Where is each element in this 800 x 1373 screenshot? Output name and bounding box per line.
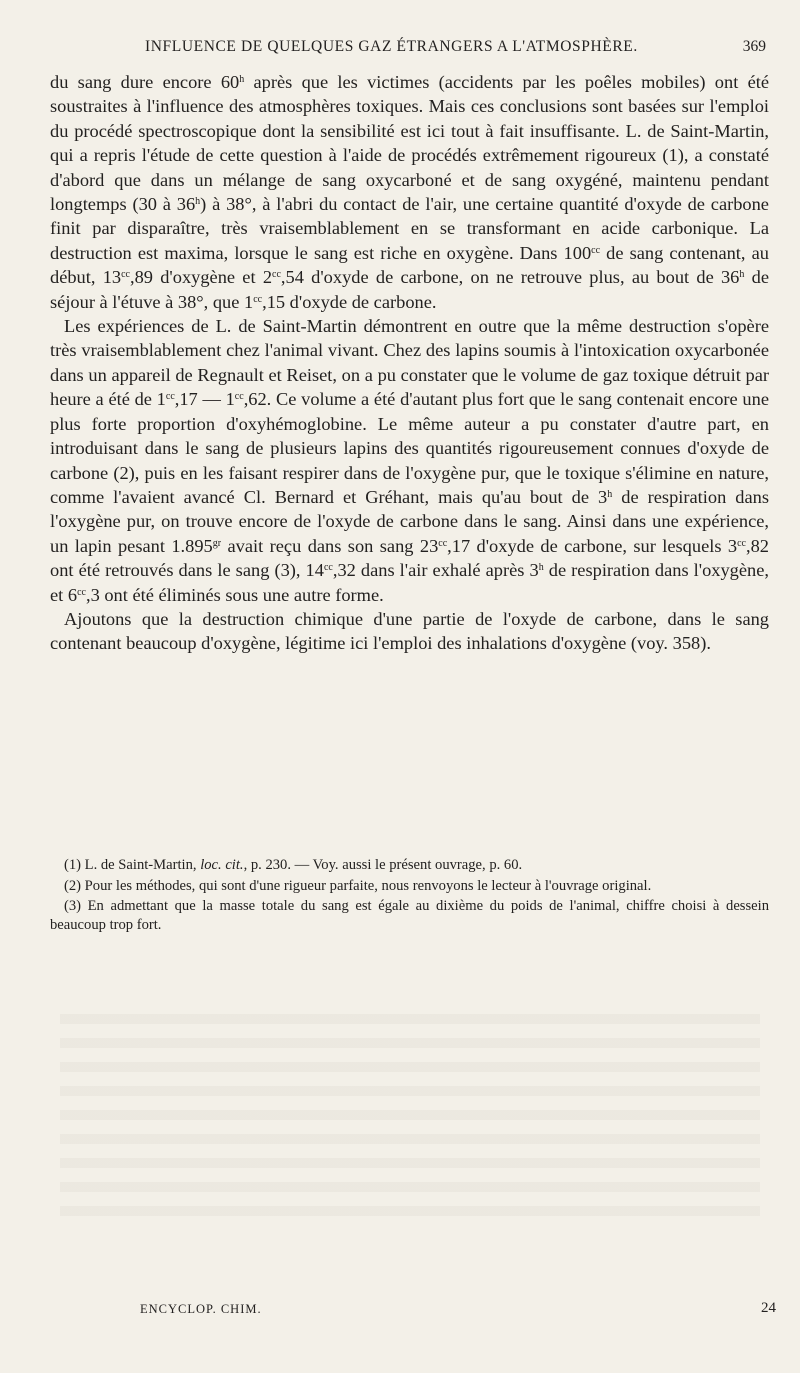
- superscript: h: [607, 488, 613, 500]
- footnote-2: (2) Pour les méthodes, qui sont d'une rigueur parfaite, nous renvoyons le lecteur à l'ouvrage original.: [64, 877, 652, 894]
- superscript: gr: [212, 537, 222, 549]
- superscript: cc: [737, 537, 746, 549]
- text-run: ,89 d'oxygène et 2: [130, 267, 273, 288]
- sheet-number: 24: [761, 1300, 776, 1316]
- italic-citation: loc. cit.: [200, 857, 244, 873]
- superscript: cc: [234, 391, 244, 403]
- text-run: de respiration dans l'oxygène pur, on trouve encore de l'oxyde de carbone dans le sang. Ainsi dans une expérience, un lapin pesant 1.895: [50, 486, 769, 556]
- superscript: cc: [165, 391, 175, 403]
- page-number: 369: [742, 38, 766, 55]
- superscript: h: [739, 269, 745, 281]
- main-text: [50, 70, 769, 656]
- running-header: [0, 38, 800, 60]
- page-footer: [0, 1302, 800, 1322]
- superscript: h: [239, 74, 245, 85]
- signature-mark: ENCYCLOP. CHIM.: [140, 1302, 262, 1316]
- text-run: de respiration dans l'oxygène, et 6: [50, 560, 769, 605]
- text-run: (1) L. de Saint-Martin,: [64, 857, 201, 873]
- footnote-1: [50, 856, 769, 875]
- text-run: ,15 d'oxyde de carbone.: [262, 291, 437, 312]
- paragraph-2: [50, 314, 769, 607]
- text-run: de sang contenant, au début, 13: [50, 242, 769, 288]
- text-run: ,62. Ce volume a été d'autant plus fort que le sang contenait encore une plus forte proportion d'oxyhémoglobine. Le même auteur a pu constater d'autre part, en introduisant dans le sang de plusieurs lapins des quantités rigoureusement connues d'oxyde de carbone (2), puis en les faisant respirer dans de l'oxygène pur, que le toxique s'élimine en nature, comme l'avaient avancé Cl. Bernard et Gréhant, mais qu'au bout de 3: [50, 389, 769, 507]
- text-run: après que les victimes (accidents par les poêles mobiles) ont été soustraites à l'influence des atmosphères toxiques. Mais ces conclusions sont basées sur l'emploi du procédé spectroscopique dont la sensibilité est ici tout à fait insuffisante. L. de Saint-Martin, qui a repris l'étude de cette question à l'aide de procédés extrêmement rigoureux (1), a constaté d'abord que dans un mélange de sang oxycarboné et de sang oxygéné, maintenu pendant longtemps (30 à 36: [50, 72, 770, 215]
- superscript: cc: [121, 269, 130, 281]
- text-run: , p. 230. — Voy. aussi le présent ouvrage, p. 60.: [243, 857, 523, 873]
- text-run: de séjour à l'étuve à 38°, que 1: [50, 267, 769, 312]
- text-run: ,32 dans l'air exhalé après 3: [332, 560, 539, 581]
- text-run: ,54 d'oxyde de carbone, on ne retrouve plus, au bout de 36: [280, 267, 740, 288]
- superscript: cc: [272, 269, 281, 281]
- text-run: avait reçu dans son sang 23: [221, 535, 439, 556]
- paragraph-3: Ajoutons que la destruction chimique d'une partie de l'oxyde de carbone, dans le sang contenant beaucoup d'oxygène, légitime ici l'emploi des inhalations d'oxygène (voy. 358).: [50, 608, 769, 654]
- footnote-3: (3) En admettant que la masse totale du sang est égale au dixième du poids de l'animal, chiffre choisi à dessein beaucoup trop fort.: [50, 898, 769, 933]
- superscript: h: [195, 196, 201, 208]
- superscript: cc: [253, 293, 263, 305]
- superscript: h: [538, 562, 544, 574]
- text-run: ,17 d'oxyde de carbone, sur lesquels 3: [447, 535, 738, 556]
- footnotes: [50, 856, 769, 936]
- text-run: Les expériences de L. de Saint-Martin démontrent en outre que la même destruction s'opère très vraisemblablement chez l'animal vivant. Chez des lapins soumis à l'intoxication oxycarbonée dans un appareil de Regnault et Reiset, on a pu constater que le volume de gaz toxique détruit par heure a été de 1: [50, 316, 769, 410]
- superscript: cc: [438, 537, 448, 549]
- text-run: ,3 ont été éliminés sous une autre forme.: [85, 584, 384, 605]
- reverse-page-show-through: [60, 1000, 760, 1230]
- running-title: INFLUENCE DE QUELQUES GAZ ÉTRANGERS A L'ATMOSPHÈRE.: [145, 38, 638, 55]
- superscript: cc: [323, 562, 333, 574]
- text-run: ) à 38°, à l'abri du contact de l'air, une certaine quantité d'oxyde de carbone finit par disparaître, très vraisemblablement en se transformant en acide carbonique. La destruction est maxima, lorsque le sang est riche en oxygène. Dans 100: [50, 194, 769, 263]
- paragraph-1: [50, 70, 769, 314]
- text-run: ,82 ont été retrouvés dans le sang (3), 14: [50, 535, 769, 581]
- text-run: du sang dure encore 60: [50, 72, 240, 92]
- text-run: ,17 — 1: [174, 389, 235, 410]
- superscript: cc: [77, 586, 86, 598]
- superscript: cc: [591, 244, 601, 256]
